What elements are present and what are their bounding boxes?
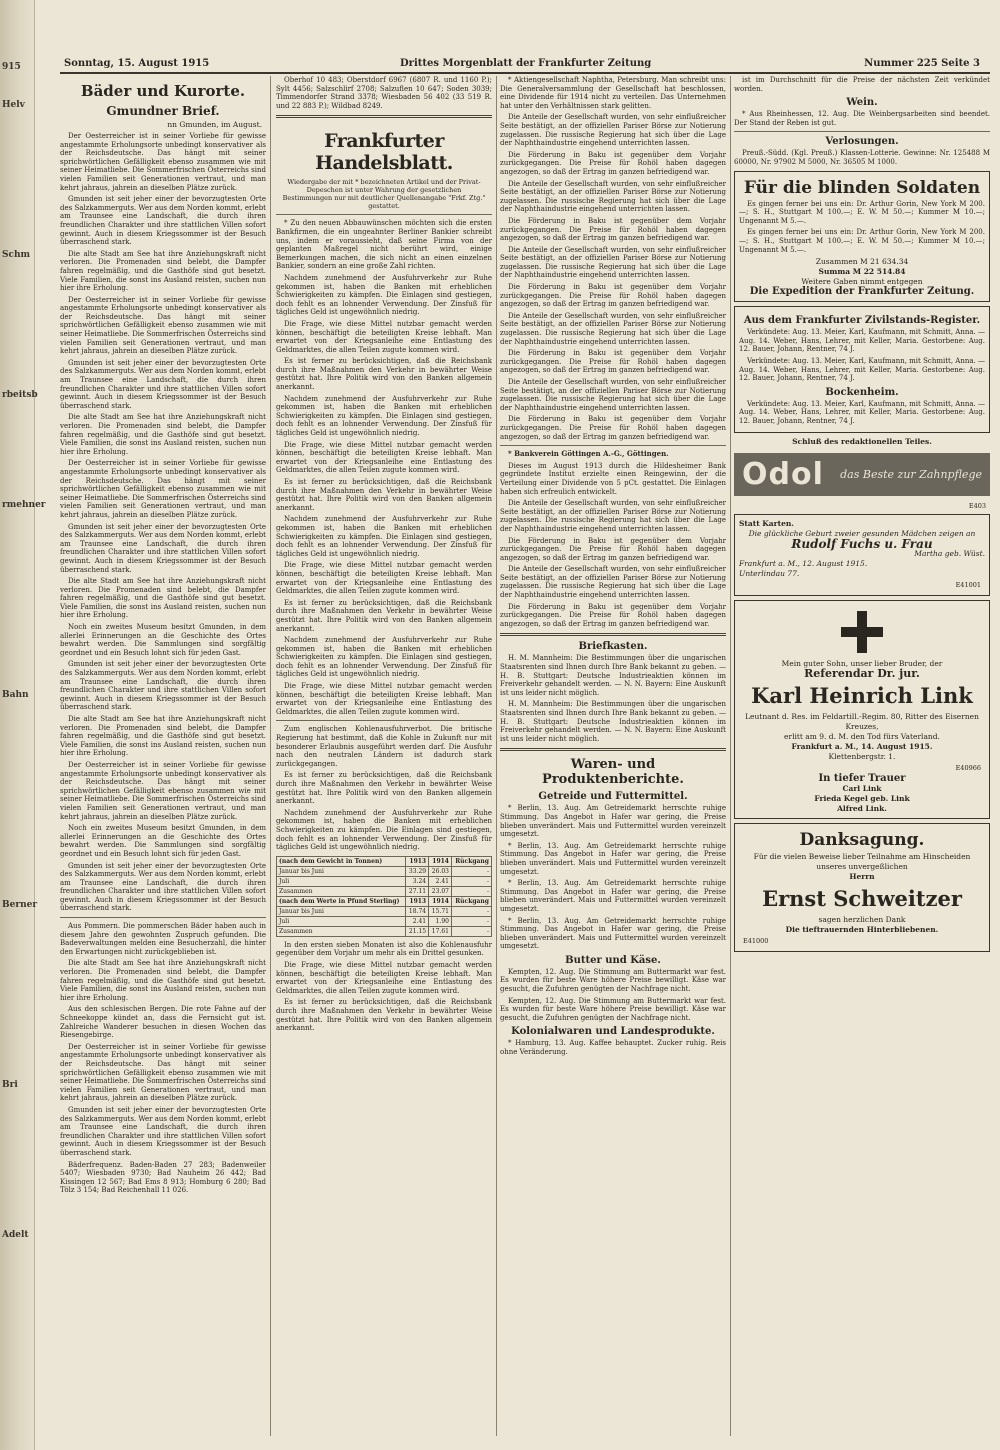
colonial-text: * Hamburg, 13. Aug. Kaffee behauptet. Zucker ruhig. Reis ohne Veränderung. [500, 1039, 726, 1057]
article-paragraph: Gmunden ist seit jeher einer der bevorzugtesten Orte des Salzkammerguts. Wer aus dem Norden kommt, erlebt am Traunsee eine Landschaft, die durch ihren freundlichen Charakter und ihre stattlichen Villen sofort gewinnt. Auch in diesem Kriegssommer ist der Besuch überraschend stark. [60, 358, 266, 410]
wares-text: * Berlin, 13. Aug. Am Getreidemarkt herrschte ruhige Stimmung. Das Angebot in Hafer war gering, die Preise blieben unverändert. Mais und Futtermittel wurden vereinzelt umgesetzt. [500, 804, 726, 839]
editorial-end-note: Schluß des redaktionellen Teiles. [792, 437, 932, 447]
appeal-total: Summa M 22 514.84 [818, 267, 906, 277]
separator [276, 214, 492, 215]
article-paragraph: Die Anteile der Gesellschaft wurden, von sehr einflußreicher Seite bestätigt, an der offiziellen Pariser Börse zur Notierung zugelassen. Die russische Regierung hat sich über die Lage der Naphthaindustrie eingehend unterrichten lassen. [500, 113, 726, 148]
wares-text: * Berlin, 13. Aug. Am Getreidemarkt herrschte ruhige Stimmung. Das Angebot in Hafer war gering, die Preise blieben unverändert. Mais und Futtermittel wurden vereinzelt umgesetzt. [500, 879, 726, 913]
odol-slogan: das Beste zur Zahnpflege [840, 468, 982, 482]
article-paragraph: Es ist ferner zu berücksichtigen, daß die Reichsbank durch ihre Maßnahmen den Verkehr in bewährter Weise gestützt hat. Ihre Politik wird von den Banken allgemein anerkannt. [276, 598, 492, 633]
odol-advertisement [734, 453, 990, 496]
article-paragraph: Der Oesterreicher ist in seiner Vorliebe für gewisse angestammte Erholungsorte unbedingt konservativer als der Reichsdeutsche. Das hängt mit seiner sprichwörtlichen Gefälligkeit ebenso zusammen wie mit seiner Heimatliebe. Die Sommerfrischen Österreichs sind vielen Familien seit Generationen vertraut, und man kehrt jahraus, jahrein an dieselben Plätze zurück. [60, 760, 266, 821]
market-continued: ist im Durchschnitt für die Preise der nächsten Zeit verkündet worden. [734, 76, 990, 93]
table-row: Januar bis Juni 18.74 15.71 - [277, 906, 492, 916]
thanks-family: Die tieftrauernden Hinterbliebenen. [785, 925, 939, 935]
spine-page-number: 915 [2, 62, 21, 72]
obit-place: Frankfurt a. M., 14. August 1915. [791, 742, 933, 752]
news-item-schlesien: Aus den schlesischen Bergen. Die rote Fahne auf der Schneekoppe kündet an, dass die Fernsicht gut ist. Zahlreiche Wanderer besuchen in diesen Wochen das Riesengebirge. [60, 1005, 266, 1040]
spa-frequency-continued: Oberhof 10 483; Oberstdorf 6967 (6807 R. und 1160 P.); Sylt 4456; Salzschlirf 2708; Salzuflen 10 647; Soden 3039; Timmendorfer Strand 3378; Wiesbaden 56 402 (33 519 R. und 22 883 P.); Wildbad 8249. [276, 76, 492, 110]
article-paragraph: Der Oesterreicher ist in seiner Vorliebe für gewisse angestammte Erholungsorte unbedingt konservativer als der Reichsdeutsche. Das hängt mit seiner sprichwörtlichen Gefälligkeit ebenso zusammen wie mit seiner Heimatliebe. Die Sommerfrischen Österreichs sind vielen Familien seit Generationen vertraut, und man kehrt jahraus, jahrein an dieselben Plätze zurück. [60, 132, 266, 192]
article-title-gmunden: Gmundner Brief. [106, 104, 220, 118]
table-row: Juli 2.41 1.90 - [277, 916, 492, 926]
article-paragraph: Die Frage, wie diese Mittel nutzbar gemacht werden können, beschäftigt die beteiligten Kreise lebhaft. Man erwartet von der Kriegsanleihe eine Entlastung des Geldmarktes, die allen Teilen zugute kommen wird. [276, 561, 492, 596]
spine-fragment: Bahn [2, 690, 29, 700]
article-paragraph: Es ist ferner zu berücksichtigen, daß die Reichsbank durch ihre Maßnahmen den Verkehr in bewährter Weise gestützt hat. Ihre Politik wird von den Banken allgemein anerkannt. [276, 478, 492, 512]
article-paragraph: Die Frage, wie diese Mittel nutzbar gemacht werden können, beschäftigt die beteiligten Kreise lebhaft. Man erwartet von der Kriegsanleihe eine Entlastung des Geldmarktes, die allen Teilen zugute kommen wird. [276, 319, 492, 354]
bank-article-text: Dieses im August 1913 durch die Hildesheimer Bank gegründete Institut erzielte einen Reingewinn, der die Verteilung einer Dividende von 5 pCt. gestattet. Die Einlagen haben sich erfreulich entwickelt. [500, 461, 726, 496]
column-rule [270, 76, 271, 1436]
article-paragraph: Die Frage, wie diese Mittel nutzbar gemacht werden können, beschäftigt die beteiligten Kreise lebhaft. Man erwartet von der Kriegsanleihe eine Entlastung des Geldmarktes, die allen Teilen zugute kommen wird. [276, 440, 492, 475]
news-item-pommern: Aus Pommern. Die pommerschen Bäder haben auch in diesem Jahre den gewohnten Zuspruch gefunden. Die Badeverwaltungen melden eine Besucherzahl, die hinter den Erwartungen nicht zurückgeblieben ist. [60, 922, 266, 956]
wares-text: * Berlin, 13. Aug. Am Getreidemarkt herrschte ruhige Stimmung. Das Angebot in Hafer war gering, die Preise blieben unverändert. Mais und Futtermittel wurden vereinzelt umgesetzt. [500, 841, 726, 876]
thanks-herrn: Herrn [849, 872, 875, 882]
separator [734, 131, 990, 132]
column-business [276, 76, 492, 1436]
separator [60, 917, 266, 918]
appeal-text: Es gingen ferner bei uns ein: Dr. Arthur Gorin, New York M 200.—; S. H., Stuttgart M 100.—; E. W. M 50.—; Kummer M 10.—; Ungenannt M 5.—. [739, 199, 985, 225]
thanks-notice [734, 823, 990, 952]
obit-rank: Referendar Dr. jur. [804, 667, 920, 681]
spine-fragment: Schm [2, 250, 31, 260]
table-header: 1914 [429, 896, 452, 906]
column-markets [500, 76, 726, 1436]
column-rule [730, 76, 731, 1436]
appeal-text: Es gingen ferner bei uns ein: Dr. Arthur Gorin, New York M 200.—; S. H., Stuttgart M 100.—; E. W. M 50.—; Kummer M 10.—; Ungenannt M 5.—. [739, 228, 985, 254]
birth-wife: Martha geb. Wüst. [914, 549, 985, 559]
odol-logo: Odol [742, 457, 824, 493]
spine-fragment: Adelt [2, 1230, 29, 1240]
article-paragraph: Der Oesterreicher ist in seiner Vorliebe für gewisse angestammte Erholungsorte unbedingt konservativer als der Reichsdeutsche. Das hängt mit seiner sprichwörtlichen Gefälligkeit ebenso zusammen wie mit seiner Heimatliebe. Die Sommerfrischen Österreichs sind vielen Familien seit Generationen vertraut, und man kehrt jahraus, jahrein an dieselben Plätze zurück. [60, 295, 266, 356]
article-paragraph: Nachdem zunehmend der Ausfuhrverkehr zur Ruhe gekommen ist, haben die Banken mit erheblichen Schwierigkeiten zu kämpfen. Die Einlagen sind gestiegen, doch fehlt es an lohnender Verwendung. Der Zinsfuß für tägliches Geld ist ungewöhnlich niedrig. [276, 515, 492, 558]
appeal-title: Für die blinden Soldaten [743, 177, 981, 198]
column-rule [496, 76, 497, 1436]
registry-heading: Aus dem Frankfurter Zivilstands-Register. [743, 315, 981, 327]
article-paragraph: Noch ein zweites Museum besitzt Gmunden, in dem allerlei Erinnerungen an die Geschichte des Ortes bewahrt werden. Die Sammlungen sind sorgfältig geordnet und ein Besuch lohnt sich für jeden Gast. [60, 623, 266, 657]
birth-names: Rudolf Fuchs u. Frau [791, 537, 933, 552]
article-paragraph: Die Anteile der Gesellschaft wurden, von sehr einflußreicher Seite bestätigt, an der offiziellen Pariser Börse zur Notierung zugelassen. Die russische Regierung hat sich über die Lage der Naphthaindustrie eingehend unterrichten lassen. [500, 499, 726, 533]
article-paragraph: Gmunden ist seit jeher einer der bevorzugtesten Orte des Salzkammerguts. Wer aus dem Norden kommt, erlebt am Traunsee eine Landschaft, die durch ihren freundlichen Charakter und ihre stattlichen Villen sofort gewinnt. Auch in diesem Kriegssommer ist der Besuch überraschend stark. [60, 195, 266, 247]
spine-fragment: rmehner [2, 500, 46, 510]
ad-code: E403 [968, 502, 986, 511]
wares-heading: Waren- und Produktenberichte. [542, 757, 684, 788]
table-header: 1913 [406, 856, 429, 866]
article-paragraph: Die Anteile der Gesellschaft wurden, von sehr einflußreicher Seite bestätigt, an der offiziellen Pariser Börse zur Notierung zugelassen. Die russische Regierung hat sich über die Lage der Naphthaindustrie eingehend unterrichten lassen. [500, 565, 726, 600]
registry-subheading: Bockenheim. [825, 386, 899, 398]
appeal-expedition: Die Expedition der Frankfurter Zeitung. [749, 286, 975, 298]
lottery-text: Preuß.-Südd. (Kgl. Preuß.) Klassen-Lotterie. Gewinne: Nr. 125488 M 60000, Nr. 97902 M 5000, Nr. 36505 M 1000. [734, 149, 990, 166]
article-paragraph: Die Förderung in Baku ist gegenüber dem Vorjahr zurückgegangen. Die Preise für Rohöl haben dagegen angezogen, so daß der Ertrag im ganzen befriedigend war. [500, 216, 726, 243]
separator [500, 445, 726, 446]
column-spas [60, 76, 266, 1436]
article-paragraph: Die alte Stadt am See hat ihre Anziehungskraft nicht verloren. Die Promenaden sind belebt, die Dampfer fahren regelmäßig, und die Gasthöfe sind gut besetzt. Viele Familien, die sonst ins Ausland reisten, suchen nun hier ihre Erholung. [60, 577, 266, 620]
article-paragraph: Die Anteile der Gesellschaft wurden, von sehr einflußreicher Seite bestätigt, an der offiziellen Pariser Börse zur Notierung zugelassen. Die russische Regierung hat sich über die Lage der Naphthaindustrie eingehend unterrichten lassen. [500, 245, 726, 280]
article-paragraph: Die Förderung in Baku ist gegenüber dem Vorjahr zurückgegangen. Die Preise für Rohöl haben dagegen angezogen, so daß der Ertrag im ganzen befriedigend war. [500, 150, 726, 176]
article-paragraph: Die Förderung in Baku ist gegenüber dem Vorjahr zurückgegangen. Die Preise für Rohöl haben dagegen angezogen, so daß der Ertrag im ganzen befriedigend war. [500, 536, 726, 562]
obit-unit: Leutnant d. Res. im Feldartill.-Regim. 80, Ritter des Eisernen Kreuzes, [745, 712, 979, 732]
article-paragraph: * Zu den neuen Abbauwünschen möchten sich die ersten Bankfirmen, die ein ungeahnter Berliner Bankier schreibt uns, indem er voraussieht, daß seine Firma von der geplanten Maßregel nicht berührt wird, einige Bemerkungen machen, die sich nicht an einen einzelnen Bankier, sondern an eine große Zahl richten. [276, 219, 492, 271]
article-paragraph: Die alte Stadt am See hat ihre Anziehungskraft nicht verloren. Die Promenaden sind belebt, die Dampfer fahren regelmäßig, und die Gasthöfe sind gut besetzt. Viele Familien, die sonst ins Ausland reisten, suchen nun hier ihre Erholung. [60, 959, 266, 1002]
wine-heading: Wein. [846, 97, 878, 109]
section-heading-spas: Bäder und Kurorte. [80, 82, 246, 100]
article-paragraph: Die alte Stadt am See hat ihre Anziehungskraft nicht verloren. Die Promenaden sind belebt, die Dampfer fahren regelmäßig, und die Gasthöfe sind gut besetzt. Viele Familien, die sonst ins Ausland reisten, suchen nun hier ihre Erholung. [60, 413, 266, 456]
article-paragraph: Noch ein zweites Museum besitzt Gmunden, in dem allerlei Erinnerungen an die Geschichte des Ortes bewahrt werden. Die Sammlungen sind sorgfältig geordnet und ein Besuch lohnt sich für jeden Gast. [60, 824, 266, 858]
obit-address: Klettenbergstr. 1. [828, 752, 896, 762]
colonial-heading: Kolonialwaren und Landesprodukte. [511, 1026, 715, 1038]
article-paragraph: Es ist ferner zu berücksichtigen, daß die Reichsbank durch ihre Maßnahmen den Verkehr in bewährter Weise gestützt hat. Ihre Politik wird von den Banken allgemein anerkannt. [276, 998, 492, 1033]
section-heading-business: Frankfurter Handelsblatt. [315, 130, 453, 175]
butter-heading: Butter und Käse. [565, 954, 661, 966]
article-paragraph: Die Anteile der Gesellschaft wurden, von sehr einflußreicher Seite bestätigt, an der offiziellen Pariser Börse zur Notierung zugelassen. Die russische Regierung hat sich über die Lage der Naphthaindustrie eingehend unterrichten lassen. [500, 179, 726, 214]
paper-title: Drittes Morgenblatt der Frankfurter Zeitung [400, 58, 652, 69]
article-paragraph: Die Anteile der Gesellschaft wurden, von sehr einflußreicher Seite bestätigt, an der offiziellen Pariser Börse zur Notierung zugelassen. Die russische Regierung hat sich über die Lage der Naphthaindustrie eingehend unterrichten lassen. [500, 311, 726, 346]
article-paragraph: Es ist ferner zu berücksichtigen, daß die Reichsbank durch ihre Maßnahmen den Verkehr in bewährter Weise gestützt hat. Ihre Politik wird von den Banken allgemein anerkannt. [276, 771, 492, 806]
blind-soldiers-appeal [734, 171, 990, 303]
article-paragraph: Gmunden ist seit jeher einer der bevorzugtesten Orte des Salzkammerguts. Wer aus dem Norden kommt, erlebt am Traunsee eine Landschaft, die durch ihren freundlichen Charakter und ihre stattlichen Villen sofort gewinnt. Auch in diesem Kriegssommer ist der Besuch überraschend stark. [60, 861, 266, 913]
article-paragraph: Die alte Stadt am See hat ihre Anziehungskraft nicht verloren. Die Promenaden sind belebt, die Dampfer fahren regelmäßig, und die Gasthöfe sind gut besetzt. Viele Familien, die sonst ins Ausland reisten, suchen nun hier ihre Erholung. [60, 715, 266, 758]
adjacent-page-spine [0, 0, 46, 1450]
obit-name: Karl Heinrich Link [751, 683, 973, 709]
table-header: 1914 [429, 856, 452, 866]
letters-text: H. M. Mannheim: Die Bestimmungen über die ungarischen Staatsrenten sind Ihnen durch Ihre Bank bekannt zu geben. — H. B. Stuttgart: Deutsche Industrieaktien können im Freiverkehr gehandelt werden. — N. N. Bayern: Eine Auskunft ist uns leider nicht möglich. [500, 654, 726, 697]
article-paragraph: Die Anteile der Gesellschaft wurden, von sehr einflußreicher Seite bestätigt, an der offiziellen Pariser Börse zur Notierung zugelassen. Die russische Regierung hat sich über die Lage der Naphthaindustrie eingehend unterrichten lassen. [500, 378, 726, 412]
table-row: Januar bis Juni 33.29 26.03 - [277, 866, 492, 876]
appeal-subtotal: Zusammen M 21 634.34 [815, 257, 909, 267]
table-header: Rückgang [451, 896, 491, 906]
obit-mourning: In tiefer Trauer [818, 773, 906, 785]
article-paragraph: Der Oesterreicher ist in seiner Vorliebe für gewisse angestammte Erholungsorte unbedingt konservativer als der Reichsdeutsche. Das hängt mit seiner sprichwörtlichen Gefälligkeit ebenso zusammen wie mit seiner Heimatliebe. Die Sommerfrischen Österreichs sind vielen Familien seit Generationen vertraut, und man kehrt jahraus, jahrein an dieselben Plätze zurück. [60, 459, 266, 519]
news-item-frequency: Bäderfrequenz. Baden-Baden 27 283; Badenweiler 5407; Wiesbaden 9730; Bad Nauheim 26 442; Bad Kissingen 12 567; Bad Ems 8 913; Homburg 6 280; Bad Tölz 3 154; Bad Reichenhall 11 026. [60, 1160, 266, 1195]
obituary [734, 600, 990, 819]
article-paragraph: Nachdem zunehmend der Ausfuhrverkehr zur Ruhe gekommen ist, haben die Banken mit erheblichen Schwierigkeiten zu kämpfen. Die Einlagen sind gestiegen, doch fehlt es an lohnender Verwendung. Der Zinsfuß für tägliches Geld ist ungewöhnlich niedrig. [276, 273, 492, 317]
table-row: Zusammen 21.15 17.61 - [277, 926, 492, 936]
article-paragraph: Es ist ferner zu berücksichtigen, daß die Reichsbank durch ihre Maßnahmen den Verkehr in bewährter Weise gestützt hat. Ihre Politik wird von den Banken allgemein anerkannt. [276, 357, 492, 392]
letters-heading: Briefkasten. [578, 641, 648, 653]
obit-signer: Carl Link [842, 784, 882, 794]
article-paragraph: Gmunden ist seit jeher einer der bevorzugtesten Orte des Salzkammerguts. Wer aus dem Norden kommt, erlebt am Traunsee eine Landschaft, die durch ihren freundlichen Charakter und ihre stattlichen Villen sofort gewinnt. Auch in diesem Kriegssommer ist der Besuch überraschend stark. [60, 522, 266, 574]
table-caption: (nach dem Werte in Pfund Sterling) [277, 896, 406, 906]
article-paragraph: Die Förderung in Baku ist gegenüber dem Vorjahr zurückgegangen. Die Preise für Rohöl haben dagegen angezogen, so daß der Ertrag im ganzen befriedigend war. [500, 349, 726, 375]
table-header: 1913 [406, 896, 429, 906]
article-paragraph: Die Förderung in Baku ist gegenüber dem Vorjahr zurückgegangen. Die Preise für Rohöl haben dagegen angezogen, so daß der Ertrag im ganzen befriedigend war. [500, 415, 726, 441]
table-row: Juli 3.24 2.41 - [277, 876, 492, 886]
reprint-notice: Wiedergabe der mit * bezeichneten Artikel und der Privat-Depeschen ist unter Wahrung der gesetzlichen Bestimmungen nur mit deutlicher Quellenangabe "Frkf. Ztg." gestattet. [282, 178, 486, 211]
table-row: Zusammen 27.11 23.07 - [277, 886, 492, 896]
article-paragraph: Nachdem zunehmend der Ausfuhrverkehr zur Ruhe gekommen ist, haben die Banken mit erheblichen Schwierigkeiten zu kämpfen. Die Einlagen sind gestiegen, doch fehlt es an lohnender Verwendung. Der Zinsfuß für tägliches Geld ist ungewöhnlich niedrig. [276, 808, 492, 852]
civil-registry [734, 306, 990, 433]
column-notices [734, 76, 990, 1436]
birth-lead: Statt Karten. [739, 519, 794, 529]
obit-lead: Mein guter Sohn, unser lieber Bruder, der [781, 659, 943, 669]
article-paragraph: Die alte Stadt am See hat ihre Anziehungskraft nicht verloren. Die Promenaden sind belebt, die Dampfer fahren regelmäßig, und die Gasthöfe sind gut besetzt. Viele Familien, die sonst ins Ausland reisten, suchen nun hier ihre Erholung. [60, 249, 266, 293]
article-paragraph: Nachdem zunehmend der Ausfuhrverkehr zur Ruhe gekommen ist, haben die Banken mit erheblichen Schwierigkeiten zu kämpfen. Die Einlagen sind gestiegen, doch fehlt es an lohnender Verwendung. Der Zinsfuß für tägliches Geld ist ungewöhnlich niedrig. [276, 394, 492, 438]
wine-text: * Aus Rheinhessen, 12. Aug. Die Weinbergsarbeiten sind beendet. Der Stand der Reben ist gut. [734, 110, 990, 127]
ad-code: E40966 [955, 764, 981, 773]
spine-fragment: Berner [2, 900, 38, 910]
separator [276, 115, 492, 118]
article-paragraph: Nachdem zunehmend der Ausfuhrverkehr zur Ruhe gekommen ist, haben die Banken mit erheblichen Schwierigkeiten zu kämpfen. Die Einlagen sind gestiegen, doch fehlt es an lohnender Verwendung. Der Zinsfuß für tägliches Geld ist ungewöhnlich niedrig. [276, 636, 492, 679]
lottery-heading: Verlosungen. [825, 136, 899, 148]
ad-code: E41001 [955, 581, 981, 590]
article-paragraph: Die Förderung in Baku ist gegenüber dem Vorjahr zurückgegangen. Die Preise für Rohöl haben dagegen angezogen, so daß der Ertrag im ganzen befriedigend war. [500, 602, 726, 628]
thanks-title: Danksagung. [799, 830, 925, 851]
obit-signer: Frieda Kegel geb. Link [814, 794, 910, 804]
masthead [60, 58, 990, 74]
issue-number: Nummer 225 Seite 3 [864, 58, 980, 69]
article-paragraph: Die Frage, wie diese Mittel nutzbar gemacht werden können, beschäftigt die beteiligten Kreise lebhaft. Man erwartet von der Kriegsanleihe eine Entlastung des Geldmarktes, die allen Teilen zugute kommen wird. [276, 682, 492, 716]
article-coal-export: Zum englischen Kohlenausfuhrverbot. Die britische Regierung hat bestimmt, daß die Kohle in Zukunft nur mit besonderer Erlaubnis ausgeführt werden darf. Die Ausfuhr nach den neutralen Ländern ist dadurch stark zurückgegangen. [276, 725, 492, 768]
obit-fate: erlitt am 9. d. M. den Tod fürs Vaterland. [784, 732, 940, 742]
butter-text: Kempten, 12. Aug. Die Stimmung am Buttermarkt war fest. Es wurden für beste Ware höhere Preise bewilligt. Käse war gesucht, die Zufuhren genügten der Nachfrage nicht. [500, 967, 726, 994]
article-naphtha: * Aktiengesellschaft Naphtha, Petersburg. Man schreibt uns: Die Generalversammlung der Gesellschaft hat beschlossen, eine Dividende für 1914 nicht zu verteilen. Das Unternehmen hat unter den Verhältnissen stark gelitten. [500, 76, 726, 110]
separator [500, 633, 726, 636]
birth-announcement [734, 514, 990, 596]
table-caption: (nach dem Gewicht in Tonnen) [277, 856, 406, 866]
butter-text: Kempten, 12. Aug. Die Stimmung am Buttermarkt war fest. Es wurden für beste Ware höhere Preise bewilligt. Käse war gesucht, die Zufuhren genügten der Nachfrage nicht. [500, 996, 726, 1022]
article-paragraph: In den ersten sieben Monaten ist also die Kohlenausfuhr gegenüber dem Vorjahr um mehr als ein Drittel gesunken. [276, 940, 492, 958]
letters-text: H. M. Mannheim: Die Bestimmungen über die ungarischen Staatsrenten sind Ihnen durch Ihre Bank bekannt zu geben. — H. B. Stuttgart: Deutsche Industrieaktien können im Freiverkehr gehandelt werden. — N. N. Bayern: Eine Auskunft ist uns leider nicht möglich. [500, 700, 726, 743]
birth-address: Unterlindau 77. [739, 569, 800, 579]
ad-code: E41000 [743, 937, 769, 946]
separator [500, 748, 726, 751]
article-dateline: nn Gmunden, im August. [167, 120, 262, 129]
obit-signer: Alfred Link. [837, 804, 887, 814]
article-paragraph: Die Förderung in Baku ist gegenüber dem Vorjahr zurückgegangen. Die Preise für Rohöl haben dagegen angezogen, so daß der Ertrag im ganzen befriedigend war. [500, 283, 726, 309]
article-paragraph: Gmunden ist seit jeher einer der bevorzugtesten Orte des Salzkammerguts. Wer aus dem Norden kommt, erlebt am Traunsee eine Landschaft, die durch ihren freundlichen Charakter und ihre stattlichen Villen sofort gewinnt. Auch in diesem Kriegssommer ist der Besuch überraschend stark. [60, 660, 266, 712]
separator [276, 720, 492, 721]
thanks-name: Ernst Schweitzer [762, 886, 962, 912]
spine-fragment: Helv [2, 100, 25, 110]
spine-fragment: Bri [2, 1080, 18, 1090]
article-paragraph: Die Frage, wie diese Mittel nutzbar gemacht werden können, beschäftigt die beteiligten Kreise lebhaft. Man erwartet von der Kriegsanleihe eine Entlastung des Geldmarktes, die allen Teilen zugute kommen wird. [276, 960, 492, 995]
wares-subheading: Getreide und Futtermittel. [538, 791, 688, 803]
iron-cross-icon [841, 611, 883, 653]
bank-article-title: * Bankverein Göttingen A.-G., Göttingen. [508, 449, 669, 459]
wares-text: * Berlin, 13. Aug. Am Getreidemarkt herrschte ruhige Stimmung. Das Angebot in Hafer war gering, die Preise blieben unverändert. Mais und Futtermittel wurden vereinzelt umgesetzt. [500, 916, 726, 951]
birth-place: Frankfurt a. M., 12. August 1915. [739, 559, 868, 569]
issue-date: Sonntag, 15. August 1915 [64, 58, 210, 69]
table-header: Rückgang [451, 856, 491, 866]
coal-export-table [276, 856, 492, 937]
birth-text: Die glückliche Geburt zweier gesunden Mädchen zeigen an [748, 529, 976, 539]
article-paragraph: Gmunden ist seit jeher einer der bevorzugtesten Orte des Salzkammerguts. Wer aus dem Norden kommt, erlebt am Traunsee eine Landschaft, die durch ihren freundlichen Charakter und ihre stattlichen Villen sofort gewinnt. Auch in diesem Kriegssommer ist der Besuch überraschend stark. [60, 1105, 266, 1157]
thanks-say: sagen herzlichen Dank [818, 915, 906, 925]
appeal-more: Weitere Gaben nimmt entgegen [801, 277, 923, 287]
registry-text: Verkündete: Aug. 13. Meier, Karl, Kaufmann, mit Schmitt, Anna. — Aug. 14. Weber, Hans, Lehrer, mit Keller, Maria. Gestorbene: Aug. 12. Bauer, Johann, Rentner, 74 J. [739, 328, 985, 354]
thanks-text: Für die vielen Beweise lieber Teilnahme am Hinscheiden unseres unvergeßlichen [753, 852, 971, 872]
spine-fragment: rbeitsb [2, 390, 38, 400]
registry-text: Verkündete: Aug. 13. Meier, Karl, Kaufmann, mit Schmitt, Anna. — Aug. 14. Weber, Hans, Lehrer, mit Keller, Maria. Gestorbene: Aug. 12. Bauer, Johann, Rentner, 74 J. [739, 399, 985, 425]
registry-text: Verkündete: Aug. 13. Meier, Karl, Kaufmann, mit Schmitt, Anna. — Aug. 14. Weber, Hans, Lehrer, mit Keller, Maria. Gestorbene: Aug. 12. Bauer, Johann, Rentner, 74 J. [739, 356, 985, 383]
article-paragraph: Der Oesterreicher ist in seiner Vorliebe für gewisse angestammte Erholungsorte unbedingt konservativer als der Reichsdeutsche. Das hängt mit seiner sprichwörtlichen Gefälligkeit ebenso zusammen wie mit seiner Heimatliebe. Die Sommerfrischen Österreichs sind vielen Familien seit Generationen vertraut, und man kehrt jahraus, jahrein an dieselben Plätze zurück. [60, 1042, 266, 1103]
